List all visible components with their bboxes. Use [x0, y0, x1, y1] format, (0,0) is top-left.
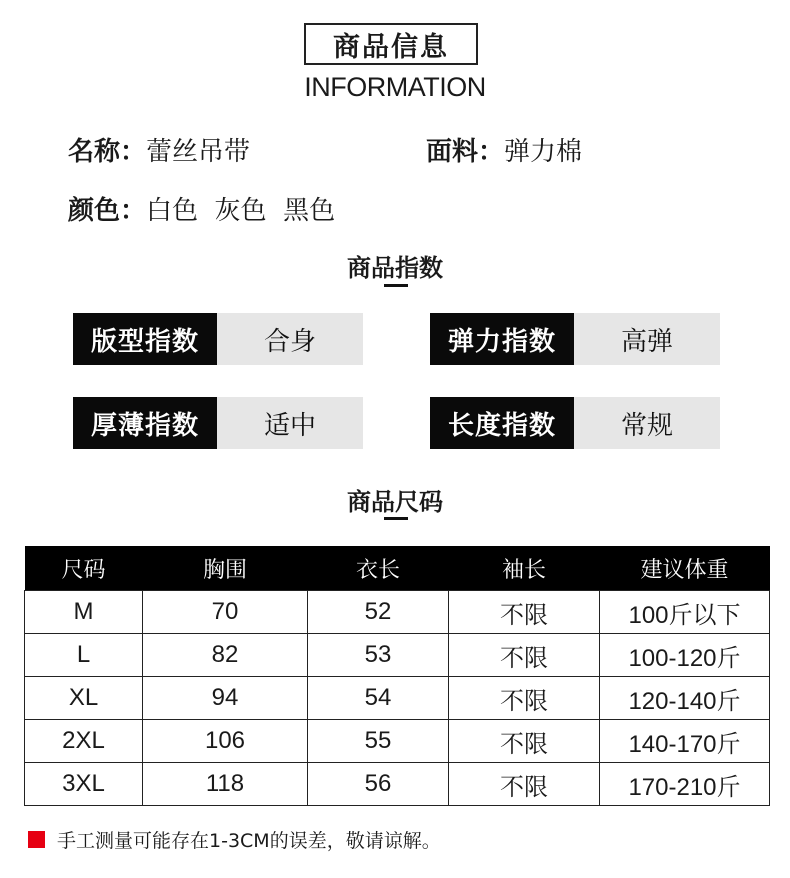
note-text: 手工测量可能存在1-3CM的误差，敬请谅解。 — [57, 830, 441, 852]
table-row — [25, 677, 770, 720]
size-table-header — [25, 546, 770, 591]
header-weight: 建议体重 — [600, 546, 770, 591]
table-row — [25, 591, 770, 634]
cell-size: M — [25, 591, 143, 634]
cell-weight: 140-170斤 — [600, 720, 770, 763]
color-label: 颜色： — [68, 196, 147, 226]
index-thickness-value: 适中 — [217, 397, 363, 449]
cell-chest: 118 — [143, 763, 308, 806]
cell-weight: 100-120斤 — [600, 634, 770, 677]
cell-sleeve: 不限 — [449, 591, 600, 634]
cell-size: L — [25, 634, 143, 677]
measurement-note — [28, 826, 441, 853]
color-value: 白色 灰色 黑色 — [146, 196, 336, 226]
index-elasticity-label: 弹力指数 — [430, 313, 574, 365]
index-section-title: 商品指数 — [347, 254, 443, 282]
fabric-label: 面料： — [426, 137, 505, 167]
index-title-underline — [384, 284, 408, 287]
table-row — [25, 763, 770, 806]
cell-size: 3XL — [25, 763, 143, 806]
index-fit-value: 合身 — [217, 313, 363, 365]
index-length-label: 长度指数 — [430, 397, 574, 449]
index-thickness — [73, 397, 363, 449]
cell-sleeve: 不限 — [449, 677, 600, 720]
cell-length: 53 — [308, 634, 449, 677]
cell-sleeve: 不限 — [449, 634, 600, 677]
cell-chest: 106 — [143, 720, 308, 763]
index-elasticity — [430, 313, 720, 365]
name-value: 蕾丝吊带 — [146, 137, 251, 167]
header-size: 尺码 — [25, 546, 143, 591]
cell-weight: 170-210斤 — [600, 763, 770, 806]
cell-weight: 120-140斤 — [600, 677, 770, 720]
fabric-value: 弹力棉 — [504, 137, 583, 167]
index-fit — [73, 313, 363, 365]
index-elasticity-value: 高弹 — [574, 313, 720, 365]
index-thickness-label: 厚薄指数 — [73, 397, 217, 449]
name-label: 名称： — [68, 137, 147, 167]
cell-weight: 100斤以下 — [600, 591, 770, 634]
page-title-cn: 商品信息 — [333, 31, 449, 63]
index-length-value: 常规 — [574, 397, 720, 449]
red-square-icon — [28, 831, 45, 848]
cell-chest: 70 — [143, 591, 308, 634]
info-name — [68, 131, 250, 168]
size-table — [24, 546, 770, 806]
size-title-underline — [384, 517, 408, 520]
cell-size: 2XL — [25, 720, 143, 763]
info-color — [68, 190, 335, 227]
cell-sleeve: 不限 — [449, 720, 600, 763]
header-length: 衣长 — [308, 546, 449, 591]
index-length — [430, 397, 720, 449]
cell-size: XL — [25, 677, 143, 720]
table-row — [25, 634, 770, 677]
cell-chest: 82 — [143, 634, 308, 677]
cell-length: 54 — [308, 677, 449, 720]
size-section-title: 商品尺码 — [347, 488, 443, 516]
page-title-en: INFORMATION — [304, 72, 486, 102]
cell-chest: 94 — [143, 677, 308, 720]
cell-length: 55 — [308, 720, 449, 763]
info-fabric — [426, 131, 582, 168]
header-chest: 胸围 — [143, 546, 308, 591]
index-fit-label: 版型指数 — [73, 313, 217, 365]
table-row — [25, 720, 770, 763]
header-sleeve: 袖长 — [449, 546, 600, 591]
title-cn-box — [304, 23, 478, 65]
cell-length: 52 — [308, 591, 449, 634]
cell-length: 56 — [308, 763, 449, 806]
cell-sleeve: 不限 — [449, 763, 600, 806]
